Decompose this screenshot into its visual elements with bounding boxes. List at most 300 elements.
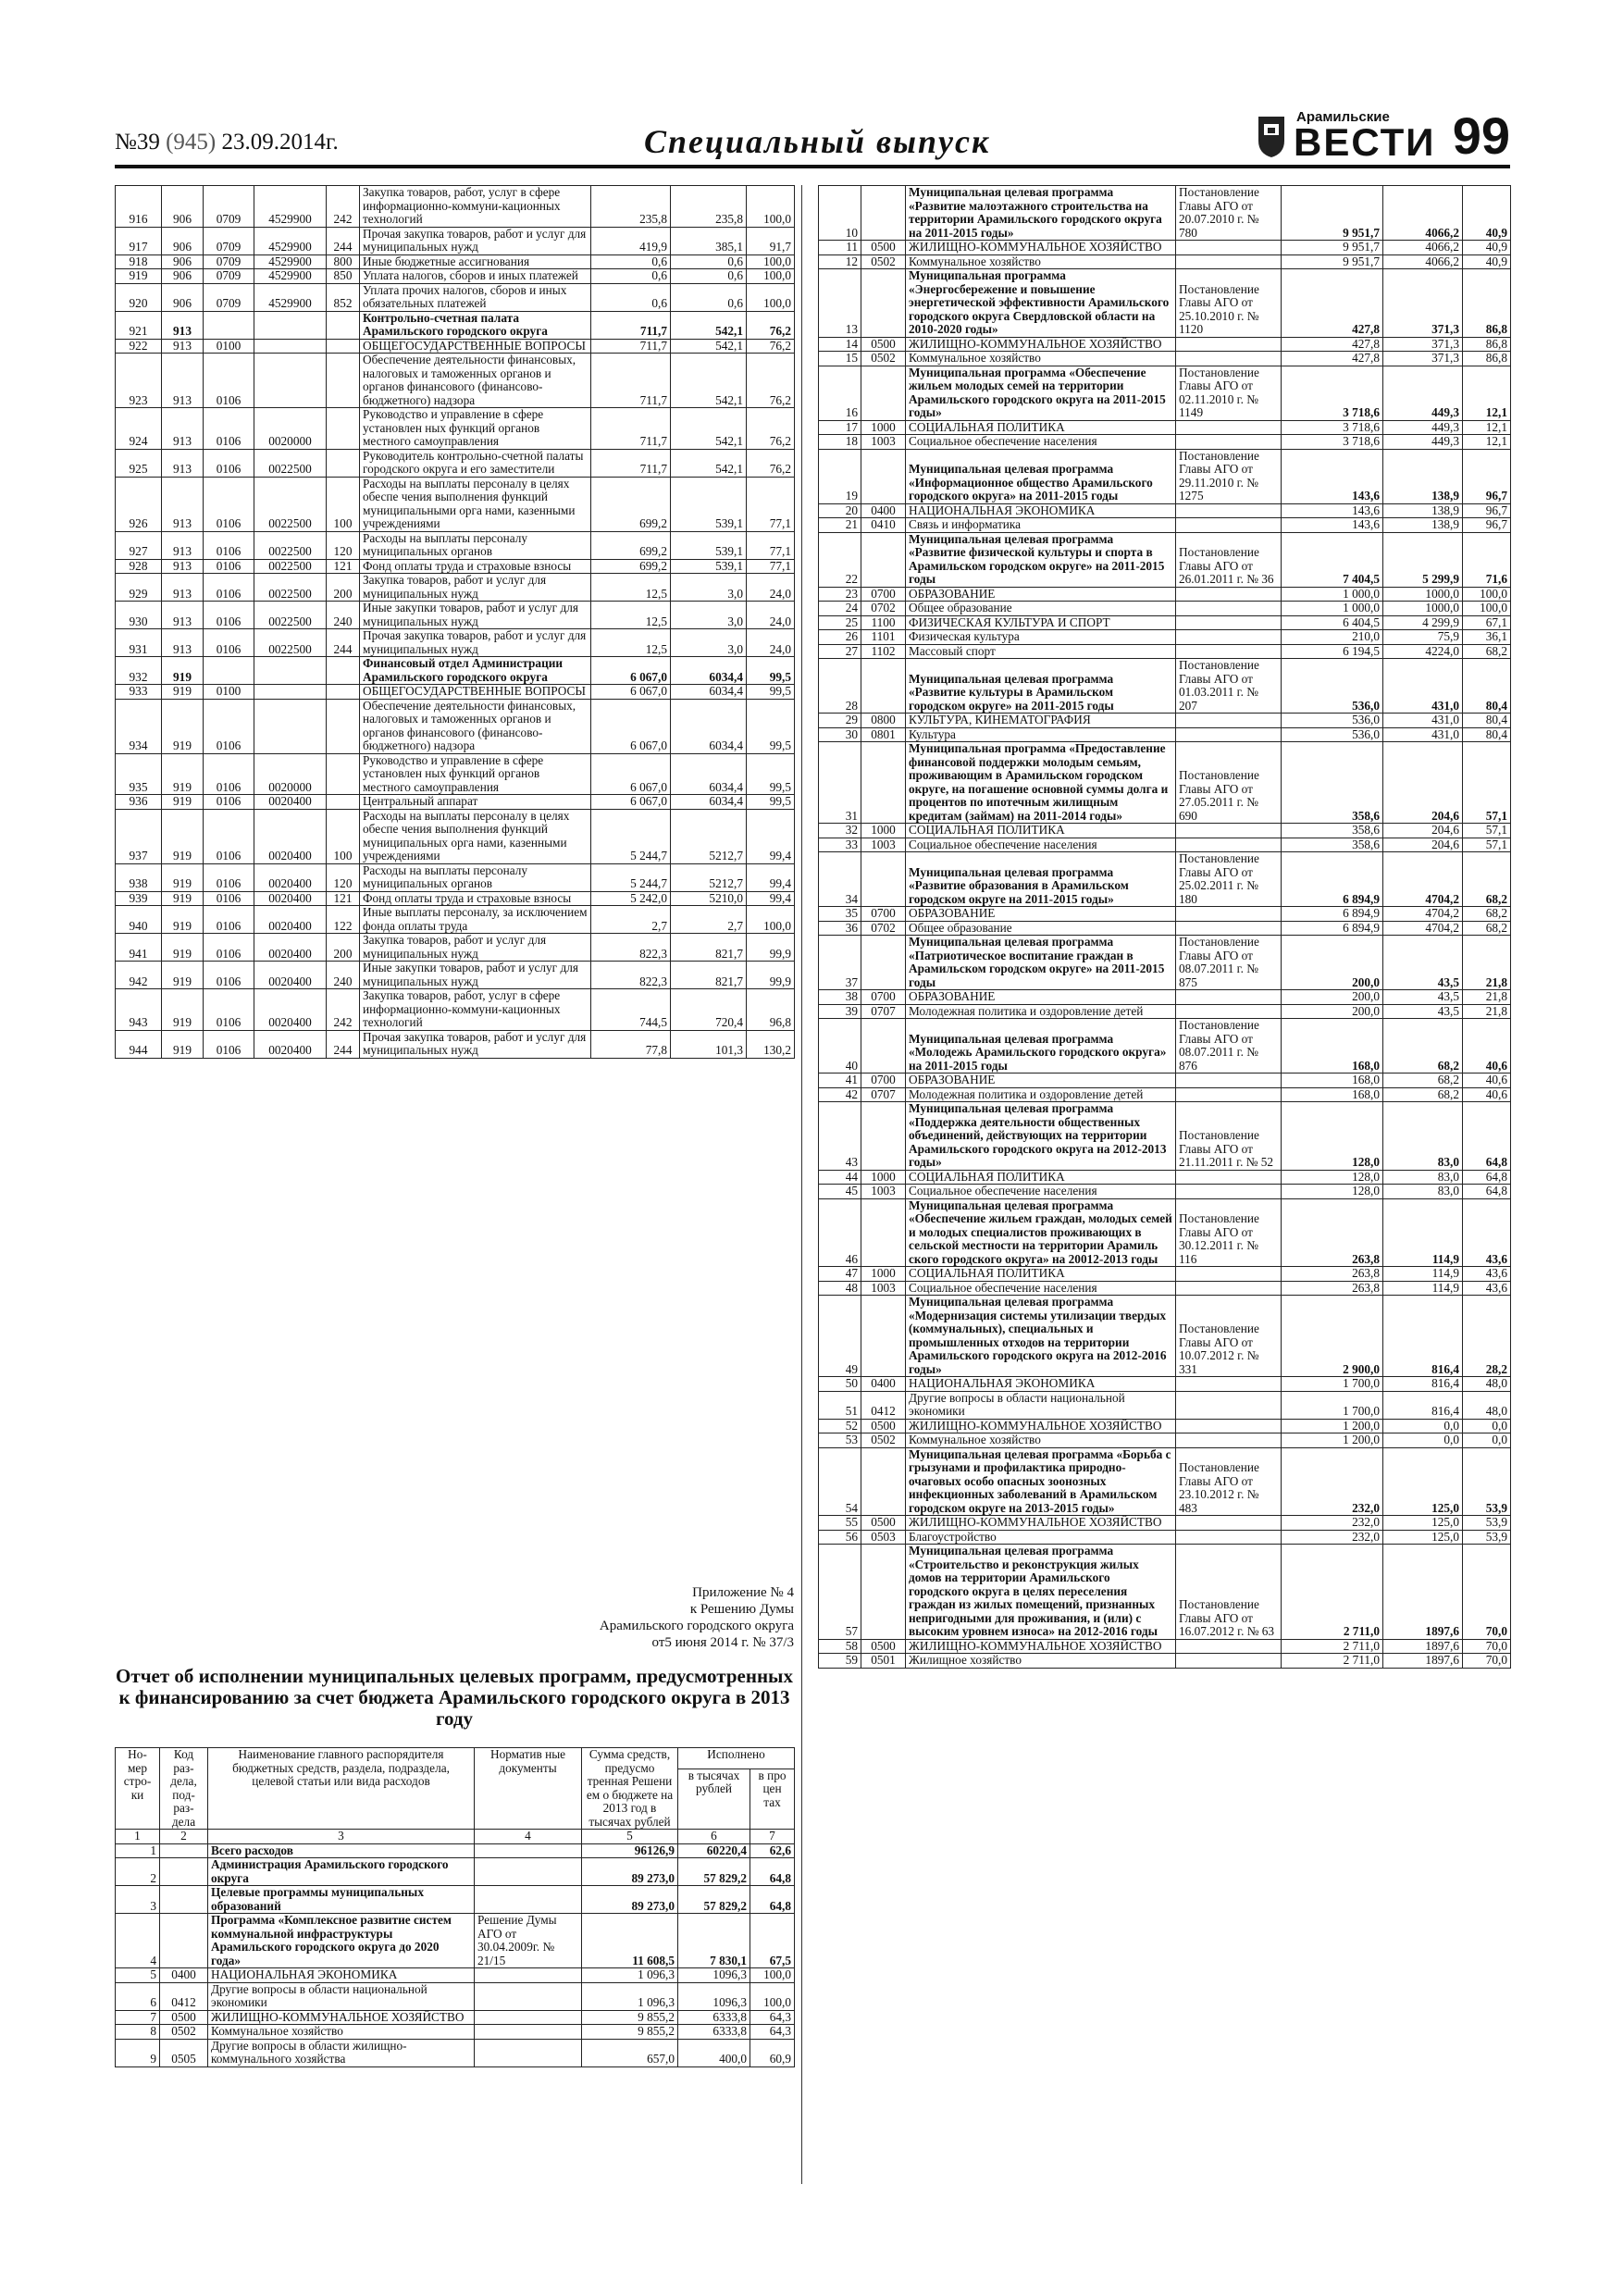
appendix-note xyxy=(518,1584,794,1651)
table-row xyxy=(819,921,1511,936)
executed-percent: 12,1 xyxy=(1463,420,1511,435)
planned-value: 699,2 xyxy=(591,559,671,574)
executed-value: 539,1 xyxy=(671,559,747,574)
executed-percent: 130,2 xyxy=(747,1030,795,1058)
expense-type: 121 xyxy=(327,559,360,574)
normative-document: Постановление Главы АГО от 16.07.2012 г. № 63 xyxy=(1176,1545,1282,1640)
executed-sum: 57 829,2 xyxy=(678,1858,750,1886)
section-code xyxy=(861,1296,906,1377)
program-name: ЖИЛИЩНО-КОММУНАЛЬНОЕ ХОЗЯЙСТВО xyxy=(906,1516,1176,1531)
normative-document: Решение Думы АГО от 30.04.2009г. № 21/15 xyxy=(475,1914,582,1968)
table-row xyxy=(116,989,795,1031)
table-row xyxy=(819,1267,1511,1282)
normative-document xyxy=(1176,1639,1282,1654)
section-code: 0709 xyxy=(204,269,254,284)
planned-value: 77,8 xyxy=(591,1030,671,1058)
executed-sum: 400,0 xyxy=(678,2039,750,2066)
table-row xyxy=(819,714,1511,728)
admin-code: 913 xyxy=(162,477,204,531)
row-number: 936 xyxy=(116,795,162,810)
normative-document xyxy=(1176,714,1282,728)
row-number: 6 xyxy=(116,1982,160,2010)
planned-value: 5 242,0 xyxy=(591,891,671,906)
executed-percent: 21,8 xyxy=(1463,990,1511,1005)
row-number: 8 xyxy=(116,2025,160,2040)
planned-sum: 128,0 xyxy=(1282,1170,1383,1185)
admin-code: 913 xyxy=(162,602,204,629)
normative-document: Постановление Главы АГО от 25.10.2010 г. № 1120 xyxy=(1176,269,1282,338)
row-number: 1 xyxy=(116,1843,160,1858)
table-row xyxy=(819,615,1511,630)
table-row xyxy=(819,1433,1511,1448)
program-name: КУЛЬТУРА, КИНЕМАТОГРАФИЯ xyxy=(906,714,1176,728)
row-number: 13 xyxy=(819,269,861,338)
section-code: 0502 xyxy=(861,1433,906,1448)
admin-code: 919 xyxy=(162,753,204,795)
executed-percent: 68,2 xyxy=(1463,907,1511,922)
item-name: Обеспечение деятельности финансовых, налоговых и таможенных органов и органов финансового (финансово-бюджетного) надзора xyxy=(360,354,591,408)
table-row xyxy=(116,685,795,700)
planned-sum: 1 096,3 xyxy=(582,1982,678,2010)
planned-value: 235,8 xyxy=(591,186,671,228)
section-code xyxy=(861,449,906,503)
program-name: ЖИЛИЩНО-КОММУНАЛЬНОЕ ХОЗЯЙСТВО xyxy=(906,1639,1176,1654)
row-number: 37 xyxy=(819,936,861,990)
admin-code: 919 xyxy=(162,685,204,700)
section-code xyxy=(160,1886,208,1914)
section-code: 0106 xyxy=(204,354,254,408)
executed-value: 235,8 xyxy=(671,186,747,228)
table-row xyxy=(116,934,795,962)
normative-document xyxy=(1176,241,1282,255)
planned-sum: 536,0 xyxy=(1282,659,1383,714)
row-number: 4 xyxy=(116,1914,160,1968)
section-code: 0702 xyxy=(861,602,906,616)
section-code: 1003 xyxy=(861,1185,906,1199)
normative-document xyxy=(1176,352,1282,366)
planned-sum: 200,0 xyxy=(1282,1004,1383,1019)
normative-document xyxy=(1176,1391,1282,1419)
normative-document xyxy=(1176,254,1282,269)
column-index: 6 xyxy=(678,1830,750,1844)
table-row xyxy=(819,532,1511,587)
normative-document xyxy=(1176,1377,1282,1392)
header-section-code: Код раз-дела, под-раз-дела xyxy=(160,1748,208,1830)
table-row xyxy=(116,699,795,753)
program-name: Муниципальная целевая программа «Развитие физической культуры и спорта в Арамильском городском округе» на 2011-2015 годы xyxy=(906,532,1176,587)
program-name: ОБРАЗОВАНИЕ xyxy=(906,907,1176,922)
row-number: 53 xyxy=(819,1433,861,1448)
program-name: Программа «Комплексное развитие систем коммунальной инфраструктуры Арамильского городского округа до 2020 года» xyxy=(208,1914,475,1968)
table-row xyxy=(116,531,795,559)
expense-type: 244 xyxy=(327,227,360,254)
row-number: 938 xyxy=(116,863,162,891)
table-row xyxy=(116,574,795,602)
planned-sum: 168,0 xyxy=(1282,1074,1383,1088)
target-code: 4529900 xyxy=(254,283,327,311)
target-code xyxy=(254,685,327,700)
header-planned-sum: Сумма средств, предусмо тренная Решени ем о бюджете на 2013 год в тысячах рублей xyxy=(582,1748,678,1830)
planned-sum: 1 200,0 xyxy=(1282,1419,1383,1433)
planned-value: 0,6 xyxy=(591,283,671,311)
expense-type: 121 xyxy=(327,891,360,906)
row-number: 51 xyxy=(819,1391,861,1419)
executed-sum: 204,6 xyxy=(1383,742,1463,824)
table-row xyxy=(819,602,1511,616)
table-row xyxy=(116,891,795,906)
program-name: Молодежная политика и оздоровление детей xyxy=(906,1087,1176,1102)
section-code: 0106 xyxy=(204,795,254,810)
admin-code: 919 xyxy=(162,809,204,863)
executed-sum: 816,4 xyxy=(1383,1296,1463,1377)
planned-sum: 6 194,5 xyxy=(1282,644,1383,659)
target-code: 0020000 xyxy=(254,753,327,795)
executed-sum: 6333,8 xyxy=(678,2010,750,2025)
section-code: 0700 xyxy=(861,907,906,922)
planned-sum: 6 894,9 xyxy=(1282,921,1383,936)
table-row xyxy=(819,1545,1511,1640)
row-number: 40 xyxy=(819,1019,861,1074)
normative-document xyxy=(1176,337,1282,352)
executed-sum: 371,3 xyxy=(1383,269,1463,338)
program-name: Коммунальное хозяйство xyxy=(906,352,1176,366)
program-name: Муниципальная целевая программа «Информационное общество Арамильского городского округа» на 2011-2015 годы xyxy=(906,449,1176,503)
planned-sum: 200,0 xyxy=(1282,936,1383,990)
executed-sum: 114,9 xyxy=(1383,1267,1463,1282)
planned-sum: 358,6 xyxy=(1282,838,1383,852)
programs-report-continuation xyxy=(818,185,1511,1669)
row-number: 22 xyxy=(819,532,861,587)
normative-document xyxy=(1176,1530,1282,1545)
admin-code: 906 xyxy=(162,283,204,311)
table-row xyxy=(819,1198,1511,1267)
admin-code: 919 xyxy=(162,891,204,906)
planned-value: 12,5 xyxy=(591,602,671,629)
executed-percent: 64,8 xyxy=(1463,1170,1511,1185)
executed-percent: 99,4 xyxy=(747,891,795,906)
section-code: 0412 xyxy=(160,1982,208,2010)
planned-sum: 128,0 xyxy=(1282,1102,1383,1171)
executed-percent: 80,4 xyxy=(1463,714,1511,728)
column-index: 5 xyxy=(582,1830,678,1844)
program-name: Благоустройство xyxy=(906,1530,1176,1545)
section-code: 0106 xyxy=(204,602,254,629)
executed-percent: 99,9 xyxy=(747,962,795,989)
program-name: Администрация Арамильского городского округа xyxy=(208,1858,475,1886)
executed-value: 3,0 xyxy=(671,629,747,657)
executed-sum: 816,4 xyxy=(1383,1391,1463,1419)
executed-percent: 28,2 xyxy=(1463,1296,1511,1377)
planned-value: 711,7 xyxy=(591,354,671,408)
normative-document: Постановление Главы АГО от 20.07.2010 г. № 780 xyxy=(1176,186,1282,241)
executed-percent: 0,0 xyxy=(1463,1419,1511,1433)
section-code: 1003 xyxy=(861,435,906,450)
admin-code: 919 xyxy=(162,906,204,934)
program-name: ОБРАЗОВАНИЕ xyxy=(906,990,1176,1005)
table-row xyxy=(819,435,1511,450)
column-index: 2 xyxy=(160,1830,208,1844)
expense-type: 120 xyxy=(327,531,360,559)
executed-value: 6034,4 xyxy=(671,753,747,795)
table-row xyxy=(116,2039,795,2066)
normative-document xyxy=(1176,1516,1282,1531)
table-row xyxy=(116,629,795,657)
planned-sum: 232,0 xyxy=(1282,1516,1383,1531)
section-code: 1100 xyxy=(861,615,906,630)
table-row xyxy=(116,1968,795,1983)
table-row xyxy=(819,907,1511,922)
row-number: 7 xyxy=(116,2010,160,2025)
admin-code: 906 xyxy=(162,186,204,228)
program-name: НАЦИОНАЛЬНАЯ ЭКОНОМИКА xyxy=(906,503,1176,518)
program-name: Коммунальное хозяйство xyxy=(208,2025,475,2040)
admin-code: 919 xyxy=(162,795,204,810)
section-code: 0800 xyxy=(861,714,906,728)
executed-value: 6034,4 xyxy=(671,685,747,700)
executed-value: 3,0 xyxy=(671,574,747,602)
item-name: Руководство и управление в сфере установлен ных функций органов местного самоуправления xyxy=(360,408,591,450)
executed-percent: 86,8 xyxy=(1463,352,1511,366)
program-name: Другие вопросы в области жилищно-коммунального хозяйства xyxy=(208,2039,475,2066)
planned-value: 419,9 xyxy=(591,227,671,254)
executed-percent: 99,5 xyxy=(747,753,795,795)
planned-value: 5 244,7 xyxy=(591,809,671,863)
normative-document xyxy=(475,1982,582,2010)
table-row xyxy=(116,2025,795,2040)
executed-percent: 96,7 xyxy=(1463,518,1511,533)
normative-document: Постановление Главы АГО от 02.11.2010 г. № 1149 xyxy=(1176,366,1282,420)
admin-code: 919 xyxy=(162,699,204,753)
executed-value: 0,6 xyxy=(671,269,747,284)
section-code: 1000 xyxy=(861,420,906,435)
admin-code: 913 xyxy=(162,339,204,354)
column-index: 1 xyxy=(116,1830,160,1844)
row-number: 933 xyxy=(116,685,162,700)
row-number: 46 xyxy=(819,1198,861,1267)
row-number: 940 xyxy=(116,906,162,934)
executed-percent: 80,4 xyxy=(1463,659,1511,714)
executed-percent: 40,6 xyxy=(1463,1019,1511,1074)
executed-percent: 68,2 xyxy=(1463,644,1511,659)
program-name: НАЦИОНАЛЬНАЯ ЭКОНОМИКА xyxy=(208,1968,475,1983)
expense-type xyxy=(327,657,360,685)
executed-percent: 100,0 xyxy=(747,906,795,934)
expense-type: 100 xyxy=(327,477,360,531)
section-code: 0100 xyxy=(204,685,254,700)
section-code xyxy=(160,1843,208,1858)
executed-value: 542,1 xyxy=(671,449,747,477)
normative-document xyxy=(1176,1419,1282,1433)
table-row xyxy=(819,1281,1511,1296)
normative-document xyxy=(1176,1074,1282,1088)
item-name: Расходы на выплаты персоналу муниципальных органов xyxy=(360,531,591,559)
row-number: 55 xyxy=(819,1516,861,1531)
executed-value: 5210,0 xyxy=(671,891,747,906)
program-name: Муниципальная целевая программа «Развитие малоэтажного строительства на территории Арамильского городского округа на 2011-2015 годы» xyxy=(906,186,1176,241)
section-code xyxy=(204,311,254,339)
item-name: Закупка товаров, работ, услуг в сфере информационно-коммуни-кационных технологий xyxy=(360,186,591,228)
target-code: 0020400 xyxy=(254,891,327,906)
row-number: 916 xyxy=(116,186,162,228)
section-code: 0106 xyxy=(204,559,254,574)
expense-type: 242 xyxy=(327,186,360,228)
row-number: 10 xyxy=(819,186,861,241)
executed-sum: 138,9 xyxy=(1383,518,1463,533)
row-number: 928 xyxy=(116,559,162,574)
target-code: 0020400 xyxy=(254,906,327,934)
row-number: 19 xyxy=(819,449,861,503)
program-name: Всего расходов xyxy=(208,1843,475,1858)
normative-document xyxy=(1176,630,1282,645)
planned-sum: 89 273,0 xyxy=(582,1886,678,1914)
program-name: Физическая культура xyxy=(906,630,1176,645)
executed-sum: 43,5 xyxy=(1383,936,1463,990)
row-number: 14 xyxy=(819,337,861,352)
page-number: 99 xyxy=(1452,106,1510,165)
target-code: 4529900 xyxy=(254,269,327,284)
program-name: Целевые программы муниципальных образований xyxy=(208,1886,475,1914)
program-name: ОБРАЗОВАНИЕ xyxy=(906,1074,1176,1088)
admin-code: 906 xyxy=(162,269,204,284)
planned-sum: 1 000,0 xyxy=(1282,602,1383,616)
planned-sum: 2 900,0 xyxy=(1282,1296,1383,1377)
executed-value: 821,7 xyxy=(671,962,747,989)
row-number: 926 xyxy=(116,477,162,531)
row-number: 941 xyxy=(116,934,162,962)
table-row xyxy=(819,269,1511,338)
table-row xyxy=(116,339,795,354)
planned-sum: 427,8 xyxy=(1282,337,1383,352)
program-name: Муниципальная целевая программа «Обеспечение жильем граждан, молодых семей и молодых специалистов проживающих в сельской местности на территории Арамиль ского городского округа» на 20012-2013 годы xyxy=(906,1198,1176,1267)
executed-sum: 1096,3 xyxy=(678,1968,750,1983)
executed-percent: 100,0 xyxy=(747,254,795,269)
executed-percent: 24,0 xyxy=(747,574,795,602)
expense-type: 244 xyxy=(327,1030,360,1058)
section-code: 0709 xyxy=(204,254,254,269)
item-name: Расходы на выплаты персоналу в целях обеспе чения выполнения функций муниципальных орга нами, казенными учреждениями xyxy=(360,809,591,863)
executed-percent: 64,3 xyxy=(750,2010,795,2025)
table-row xyxy=(819,1447,1511,1516)
normative-document xyxy=(475,1886,582,1914)
planned-sum: 11 608,5 xyxy=(582,1914,678,1968)
planned-sum: 536,0 xyxy=(1282,727,1383,742)
executed-sum: 1096,3 xyxy=(678,1982,750,2010)
planned-value: 6 067,0 xyxy=(591,795,671,810)
section-code: 0707 xyxy=(861,1004,906,1019)
item-name: Закупка товаров, работ и услуг для муниципальных нужд xyxy=(360,574,591,602)
planned-value: 699,2 xyxy=(591,531,671,559)
section-code: 0801 xyxy=(861,727,906,742)
planned-value: 6 067,0 xyxy=(591,657,671,685)
executed-percent: 12,1 xyxy=(1463,435,1511,450)
executed-sum: 138,9 xyxy=(1383,449,1463,503)
executed-value: 6034,4 xyxy=(671,699,747,753)
program-name: ФИЗИЧЕСКАЯ КУЛЬТУРА И СПОРТ xyxy=(906,615,1176,630)
section-code: 0707 xyxy=(861,1087,906,1102)
appendix-line-2: к Решению Думы xyxy=(689,1602,794,1617)
planned-sum: 96126,9 xyxy=(582,1843,678,1858)
planned-sum: 6 894,9 xyxy=(1282,907,1383,922)
planned-sum: 1 096,3 xyxy=(582,1968,678,1983)
row-number: 21 xyxy=(819,518,861,533)
table-row xyxy=(819,1296,1511,1377)
executed-sum: 114,9 xyxy=(1383,1198,1463,1267)
item-name: Фонд оплаты труда и страховые взносы xyxy=(360,559,591,574)
executed-sum: 125,0 xyxy=(1383,1516,1463,1531)
section-code xyxy=(861,532,906,587)
row-number: 45 xyxy=(819,1185,861,1199)
planned-sum: 358,6 xyxy=(1282,824,1383,838)
logo-small-text: Арамильские xyxy=(1296,109,1390,125)
executed-percent: 53,9 xyxy=(1463,1530,1511,1545)
normative-document: Постановление Главы АГО от 01.03.2011 г. № 207 xyxy=(1176,659,1282,714)
table-row xyxy=(819,1087,1511,1102)
executed-sum: 68,2 xyxy=(1383,1087,1463,1102)
section-code: 0106 xyxy=(204,809,254,863)
section-code: 0400 xyxy=(160,1968,208,1983)
expense-type xyxy=(327,311,360,339)
section-code: 0500 xyxy=(861,337,906,352)
target-code xyxy=(254,657,327,685)
executed-percent: 64,8 xyxy=(750,1886,795,1914)
section-code: 1003 xyxy=(861,1281,906,1296)
admin-code: 913 xyxy=(162,449,204,477)
row-number: 924 xyxy=(116,408,162,450)
planned-value: 12,5 xyxy=(591,629,671,657)
expense-type xyxy=(327,699,360,753)
planned-sum: 128,0 xyxy=(1282,1185,1383,1199)
row-number: 42 xyxy=(819,1087,861,1102)
admin-code: 919 xyxy=(162,962,204,989)
program-name: ОБРАЗОВАНИЕ xyxy=(906,587,1176,602)
executed-percent: 53,9 xyxy=(1463,1516,1511,1531)
row-number: 934 xyxy=(116,699,162,753)
row-number: 942 xyxy=(116,962,162,989)
executed-sum: 75,9 xyxy=(1383,630,1463,645)
section-code: 0500 xyxy=(861,1639,906,1654)
item-name: Финансовый отдел Администрации Арамильского городского округа xyxy=(360,657,591,685)
executed-percent: 40,9 xyxy=(1463,241,1511,255)
program-name: Связь и информатика xyxy=(906,518,1176,533)
header-name: Наименование главного распорядителя бюджетных средств, раздела, подраздела, целевой статьи или вида расходов xyxy=(208,1748,475,1830)
header-executed-pct: в про цен тах xyxy=(750,1769,795,1829)
normative-document: Постановление Главы АГО от 23.10.2012 г. № 483 xyxy=(1176,1447,1282,1516)
program-name: Муниципальная целевая программа «Модернизация системы утилизации твердых (коммунальных), специальных и промышленных отходов на территории Арамильского городского округа на 2012-2016 годы» xyxy=(906,1296,1176,1377)
executed-sum: 1897,6 xyxy=(1383,1545,1463,1640)
row-number: 20 xyxy=(819,503,861,518)
program-name: Муниципальная программа «Энергосбережение и повышение энергетической эффективности Арамильского городского округа Свердловской области на 2010-2020 годы» xyxy=(906,269,1176,338)
executed-value: 821,7 xyxy=(671,934,747,962)
table-row xyxy=(819,366,1511,420)
executed-value: 542,1 xyxy=(671,311,747,339)
expense-type: 120 xyxy=(327,863,360,891)
table-row xyxy=(116,408,795,450)
normative-document xyxy=(1176,503,1282,518)
table-row xyxy=(819,936,1511,990)
normative-document xyxy=(1176,921,1282,936)
table-row xyxy=(116,254,795,269)
program-name: Муниципальная целевая программа «Поддержка деятельности общественных объединений, действующих на территории Арамильского городского округа на 2012-2013 годы» xyxy=(906,1102,1176,1171)
executed-percent: 76,2 xyxy=(747,354,795,408)
item-name: Расходы на выплаты персоналу в целях обеспе чения выполнения функций муниципальными орга нами, казенными учреждениями xyxy=(360,477,591,531)
expense-type: 122 xyxy=(327,906,360,934)
executed-percent: 43,6 xyxy=(1463,1198,1511,1267)
newspaper-logo xyxy=(1255,109,1436,165)
target-code xyxy=(254,339,327,354)
row-number: 34 xyxy=(819,852,861,907)
item-name: ОБЩЕГОСУДАРСТВЕННЫЕ ВОПРОСЫ xyxy=(360,339,591,354)
planned-sum: 3 718,6 xyxy=(1282,366,1383,420)
